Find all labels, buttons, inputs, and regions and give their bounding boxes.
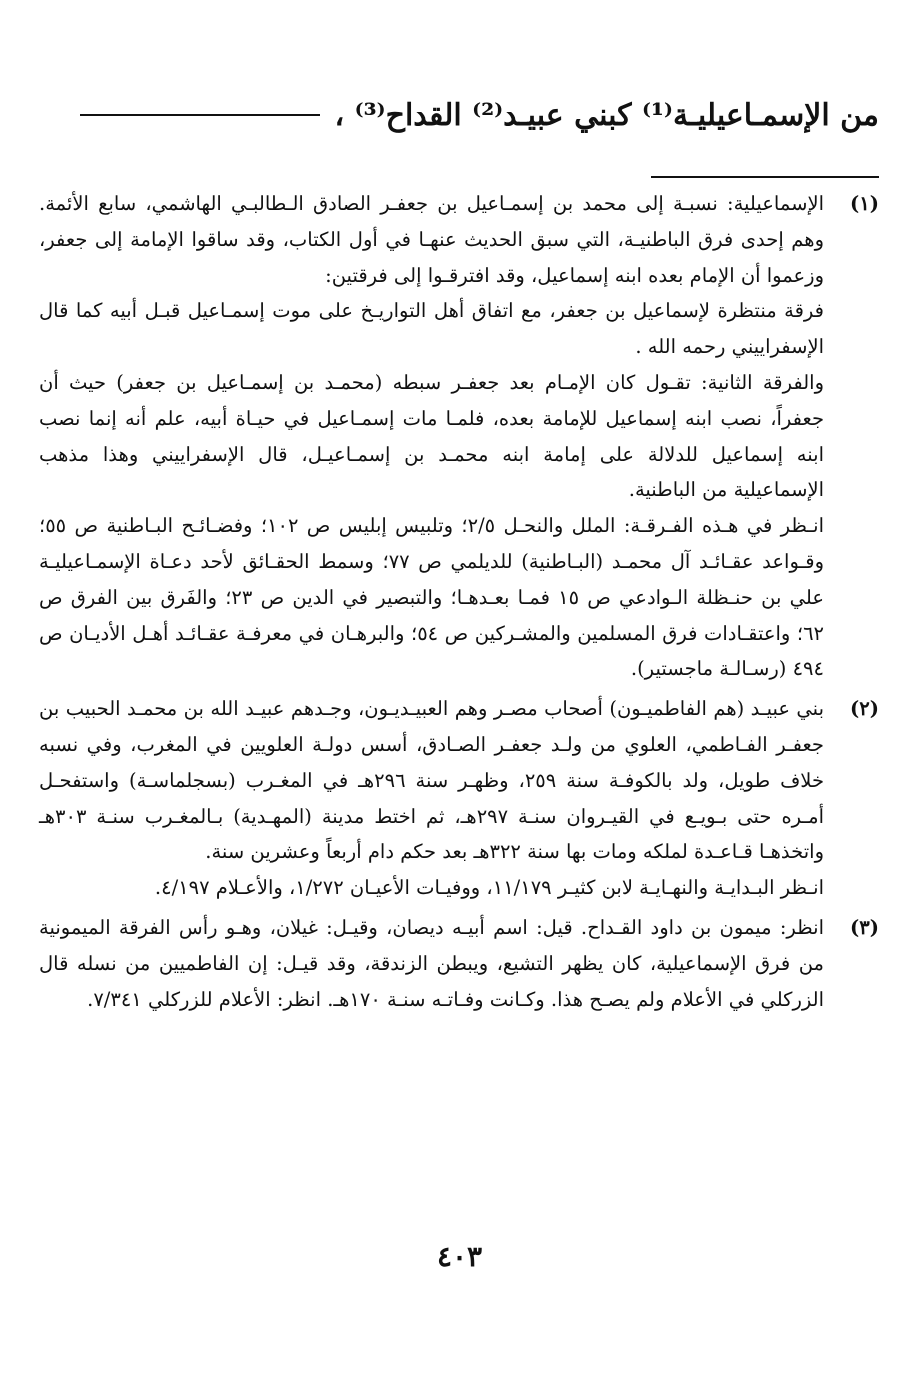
footnote-paragraph: انـظر البـدايـة والنهـايـة لابن كثيـر ١١/١٧٩، ووفيـات الأعيـان ١/٢٧٢، والأعـلام ٤/١٩٧. — [154, 876, 824, 900]
footnote-paragraph: انـظر في هـذه الفـرقـة: الملل والنحـل ٢/٥؛ وتلبيس إبليس ص ١٠٢؛ وفضـائـح البـاطنية ص ٥٥؛ وقـواعد عقـائـد آل محمـد (البـاطنية) للديلمي ص ٧٧؛ وسمط الحقـائق لأحد دعـاة الإسمـاعيليـة علي بن حنـظلة الـوادعي ص ١٥ فمـا بعـدهـا؛ والتبصير في الدين ص ٢٣؛ والفَرق بين الفرق ص ٦٢؛ واعتقـادات فرق المسلمين والمشـركين ص ٥٤؛ والبرهـان في معرفـة عقـائـد أهـل الأديـان ص ٤٩٤ (رسـالـة ماجستير). — [39, 514, 825, 681]
header-dash-line — [80, 114, 320, 116]
footnote-1 — [39, 186, 879, 687]
footnote-separator — [651, 176, 879, 178]
footnote-paragraph: الإسماعيلية: نسبـة إلى محمد بن إسمـاعيل بن جعفـر الصادق الـطالبـي الهاشمي، سابع الأئمة. وهم إحدى فرق الباطنيـة، التي سبق الحديث عنهـا في أول الكتاب، وقد ساقوا الإمامة إلى جعفر، وزعموا أن الإمام بعده ابنه إسماعيل، وقد افترقـوا إلى فرقتين: — [39, 192, 824, 287]
footnote-number: (٢) — [850, 697, 879, 721]
footnote-number: (٣) — [850, 915, 879, 939]
footnote-body — [39, 186, 824, 687]
page-number: ٤٠٣ — [436, 1240, 483, 1273]
footnote-3 — [39, 910, 879, 1017]
footnote-paragraph: بني عبيـد (هم الفاطميـون) أصحاب مصـر وهم العبيـديـون، وجـدهم عبيـد الله بن محمـد الحبيب بن جعفـر الفـاطمي، العلوي من ولـد جعفـر الصـادق، أسس دولـة العلويين في المغرب، وفي نسبه خلاف طويل، ولد بالكوفـة سنة ٢٥٩، وظهـر سنة ٢٩٦هـ في المغـرب (بسجلماسـة) واستفحـل أمـره حتى بـويـع في القيـروان سنـة ٢٩٧هـ، ثم اختط مدينة (المهـدية) بـالمغـرب سنـة ٣٠٣هـ واتخذهـا قـاعـدة لملكه ومات بها سنة ٣٢٢هـ بعد حكم دام أربعاً وعشرين سنة. — [39, 697, 824, 864]
footnote-2 — [39, 691, 879, 906]
footnotes — [39, 186, 879, 1021]
footnote-paragraph: والفرقة الثانية: تقـول كان الإمـام بعد جعفـر سبطه (محمـد بن إسمـاعيل بن جعفر) حيث أن جعفراً، نصب ابنه إسماعيل للإمامة بعده، فلمـا مات إسمـاعيل في حيـاة أبيه، علم أنه إنما نصب ابنه إسماعيل للدلالة على إمامة ابنه محمـد بن إسمـاعيـل، قال الإسفراييني وهذا مذهب الإسماعيلية من الباطنية. — [39, 370, 824, 502]
footnote-body — [39, 691, 824, 906]
footnote-body — [39, 910, 824, 1017]
header-title: من الإسمـاعيليـة⁽¹⁾ كبني عبيـد⁽²⁾ القداح⁽³⁾ ، — [334, 97, 879, 133]
page-header — [39, 92, 879, 138]
footnote-paragraph: فرقة منتظرة لإسماعيل بن جعفر، مع اتفاق أهل التواريـخ على موت إسمـاعيل قبـل أبيه كما قال الإسفراييني رحمه الله . — [39, 299, 824, 359]
footnote-number: (١) — [850, 192, 879, 215]
footnote-paragraph: انظر: ميمون بن داود القـداح. قيل: اسم أبيـه ديصان، وقيـل: غيلان، وهـو رأس الفرقة الميمونية من فرق الإسماعيلية، كان يظهر التشيع، ويبطن الزندقة، وقد قيـل: إن الفاطميين من نسله قال الزركلي في الأعلام ولم يصـح هذا. وكـانت وفـاتـه سنـة ١٧٠هـ. انظر: الأعلام للزركلي ٧/٣٤١. — [39, 915, 824, 1011]
